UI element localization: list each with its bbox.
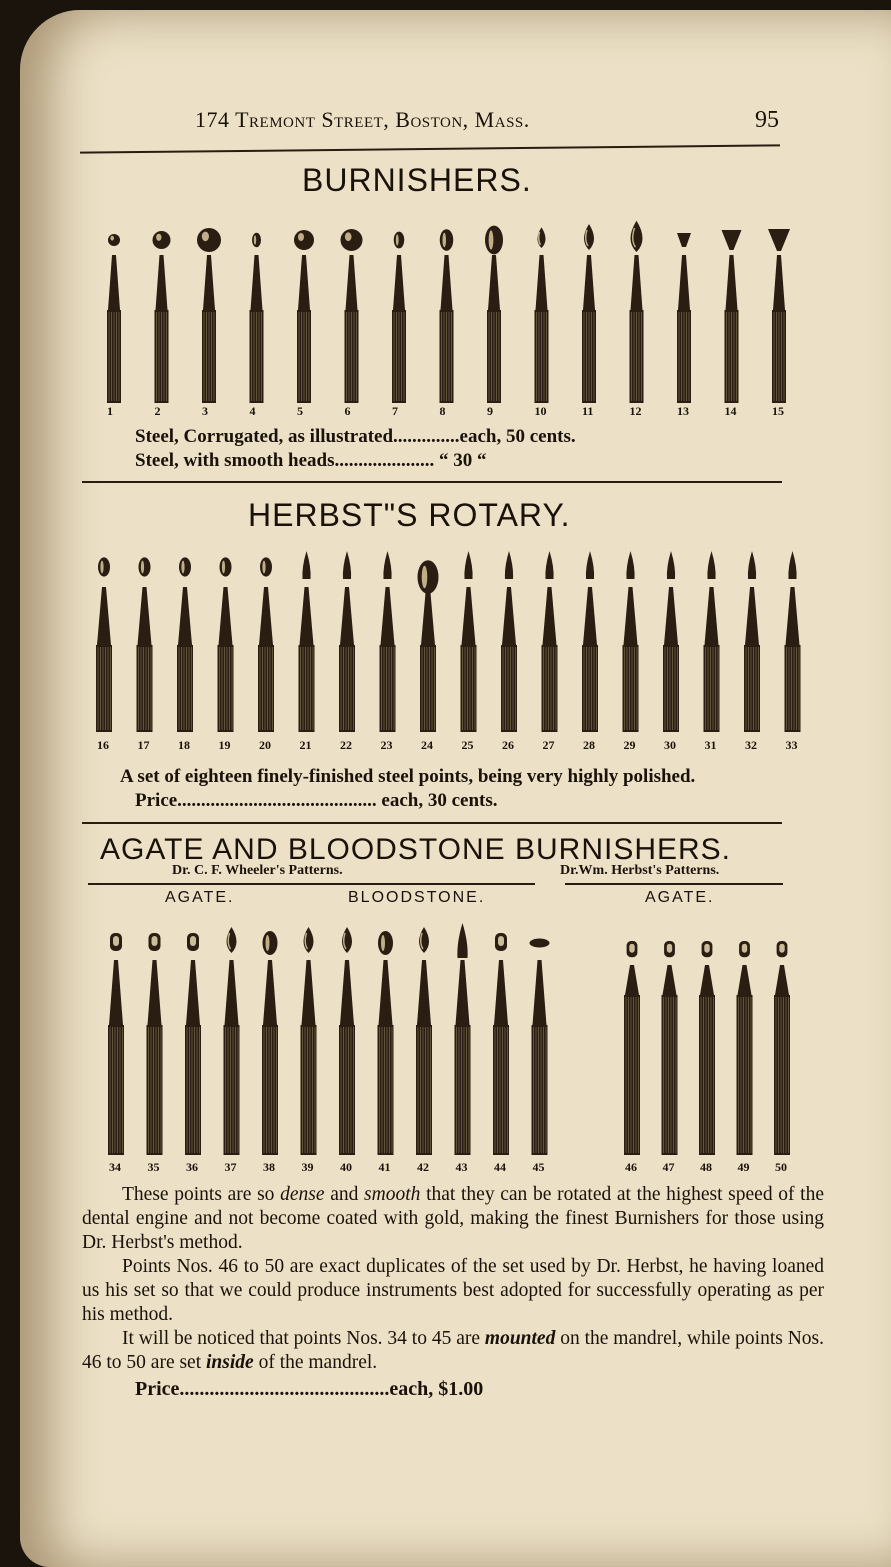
rotary-point-illustrations xyxy=(72,537,812,732)
item-number: 47 xyxy=(662,1160,675,1174)
item-number: 46 xyxy=(625,1160,637,1174)
bloodstone-label: BLOODSTONE. xyxy=(348,889,486,906)
emphasis-smooth: smooth xyxy=(364,1184,421,1205)
item-number: 18 xyxy=(178,738,190,752)
instrument xyxy=(623,551,639,732)
paragraph-3 xyxy=(82,1327,824,1375)
instrument xyxy=(785,551,801,732)
instrument xyxy=(299,551,315,732)
item-number: 24 xyxy=(421,738,433,752)
instrument xyxy=(630,221,644,403)
catalog-page xyxy=(20,10,891,1567)
instrument xyxy=(177,557,193,732)
item-number: 16 xyxy=(97,738,109,752)
instrument xyxy=(440,229,454,403)
p3-text-a: It will be noticed that points Nos. 34 to 45 are xyxy=(122,1328,485,1349)
instrument xyxy=(107,234,121,403)
instrument xyxy=(530,939,550,1156)
instrument xyxy=(185,933,201,1155)
item-number: 9 xyxy=(487,404,493,418)
item-number: 43 xyxy=(455,1160,468,1174)
item-number: 4 xyxy=(249,404,256,418)
rotary-price: Price.......................................... each, 30 cents. xyxy=(135,790,498,811)
instrument xyxy=(294,230,314,403)
item-number: 7 xyxy=(392,404,398,418)
instrument xyxy=(301,927,317,1155)
item-number: 12 xyxy=(629,404,642,418)
item-number: 1 xyxy=(107,404,113,418)
paragraph-2: Points Nos. 46 to 50 are exact duplicates of the set used by Dr. Herbst, he having loaned us his set so that we could produce instruments best adopted for successfully operating as per his method. xyxy=(82,1256,824,1325)
item-number: 32 xyxy=(745,738,757,752)
instrument xyxy=(258,557,274,732)
p3-text-b: on the mandrel, while points Nos. 46 to 50 are set xyxy=(82,1328,824,1373)
instrument xyxy=(774,941,790,1155)
instrument xyxy=(582,224,596,403)
instrument xyxy=(501,551,517,732)
item-number: 34 xyxy=(109,1160,121,1174)
instrument xyxy=(677,233,691,403)
p3-text-c: of the mandrel. xyxy=(253,1352,378,1373)
instrument xyxy=(250,233,264,403)
instrument xyxy=(147,933,163,1155)
item-number: 23 xyxy=(380,738,393,752)
burnishers-smooth-price: Steel, with smooth heads..................... “ 30 “ xyxy=(135,450,487,471)
instrument xyxy=(378,931,394,1155)
instrument xyxy=(768,229,790,403)
agate-bloodstone-illustrations xyxy=(72,915,812,1155)
instrument xyxy=(744,551,760,732)
wheeler-patterns-label: Dr. C. F. Wheeler's Patterns. xyxy=(172,863,343,878)
item-number: 37 xyxy=(224,1160,237,1174)
instrument xyxy=(339,927,355,1155)
instrument xyxy=(392,232,406,403)
item-number: 13 xyxy=(677,404,689,418)
item-number: 35 xyxy=(147,1160,160,1174)
item-number: 3 xyxy=(202,404,208,418)
item-number: 33 xyxy=(785,738,798,752)
p1-text-b: and xyxy=(324,1184,365,1205)
instrument xyxy=(455,923,471,1155)
herbst-brace xyxy=(565,883,783,885)
burnishers-corrugated-price: Steel, Corrugated, as illustrated..............each, 50 cents. xyxy=(135,426,576,447)
instrument xyxy=(722,230,742,403)
emphasis-dense: dense xyxy=(280,1184,325,1205)
item-number: 42 xyxy=(417,1160,429,1174)
emphasis-mounted: mounted xyxy=(484,1328,556,1349)
page-number: 95 xyxy=(755,107,779,133)
item-number: 14 xyxy=(724,404,737,418)
p1-text-a: These points are so xyxy=(122,1184,281,1205)
rotary-description: A set of eighteen finely-finished steel points, being very highly polished. xyxy=(120,766,696,787)
item-number: 50 xyxy=(775,1160,787,1174)
rotary-title: HERBST"S ROTARY. xyxy=(248,497,571,533)
instrument xyxy=(224,927,240,1155)
paragraph-1 xyxy=(82,1183,824,1255)
item-number: 28 xyxy=(583,738,595,752)
item-number: 48 xyxy=(700,1160,712,1174)
burnisher-illustrations xyxy=(82,215,802,405)
agate-label: AGATE. xyxy=(165,889,235,906)
item-number: 29 xyxy=(623,738,636,752)
instrument xyxy=(218,557,234,732)
instrument xyxy=(153,231,171,403)
item-number: 40 xyxy=(340,1160,352,1174)
instrument xyxy=(704,551,720,732)
item-number: 31 xyxy=(704,738,717,752)
item-number: 10 xyxy=(534,404,547,418)
p1-text-c: that they can be rotated at the highest speed of the dental engine and not become coated with gold, making the finest Burnishers for those using Dr. Herbst's method. xyxy=(82,1184,824,1253)
item-number: 44 xyxy=(494,1160,506,1174)
item-number: 27 xyxy=(542,738,555,752)
item-number: 19 xyxy=(218,738,231,752)
item-number: 8 xyxy=(439,404,446,418)
item-number: 39 xyxy=(301,1160,314,1174)
item-number: 26 xyxy=(502,738,514,752)
item-number: 22 xyxy=(340,738,352,752)
item-number: 41 xyxy=(378,1160,391,1174)
item-number: 38 xyxy=(263,1160,275,1174)
herbst-patterns-label: Dr.Wm. Herbst's Patterns. xyxy=(560,863,720,878)
instrument xyxy=(485,226,503,403)
item-number: 2 xyxy=(154,404,161,418)
instrument xyxy=(624,941,640,1155)
instrument xyxy=(137,557,153,732)
agate-title: AGATE AND BLOODSTONE BURNISHERS. xyxy=(100,833,732,866)
instrument xyxy=(535,227,549,403)
item-number: 21 xyxy=(299,738,312,752)
item-number: 20 xyxy=(259,738,271,752)
item-number: 36 xyxy=(186,1160,198,1174)
instrument xyxy=(663,551,679,732)
section-rule-1 xyxy=(82,481,782,483)
item-number: 6 xyxy=(344,404,351,418)
agate-herbst-label: AGATE. xyxy=(645,889,715,906)
body-text xyxy=(82,1183,824,1375)
instrument xyxy=(418,560,439,732)
wheeler-brace xyxy=(88,883,535,885)
instrument xyxy=(416,927,432,1155)
header-rule xyxy=(80,144,780,153)
item-number: 49 xyxy=(737,1160,750,1174)
instrument xyxy=(262,931,278,1155)
section-rule-2 xyxy=(82,822,782,824)
instrument xyxy=(737,941,753,1155)
instrument xyxy=(493,933,509,1155)
burnishers-title: BURNISHERS. xyxy=(302,162,532,198)
instrument xyxy=(461,551,477,732)
instrument xyxy=(197,228,221,403)
item-number: 17 xyxy=(137,738,150,752)
item-number: 11 xyxy=(582,404,594,418)
instrument xyxy=(380,551,396,732)
instrument xyxy=(339,551,355,732)
instrument xyxy=(96,557,112,732)
instrument xyxy=(582,551,598,732)
instrument xyxy=(699,941,715,1155)
agate-price: Price..........................................each, $1.00 xyxy=(135,1378,484,1400)
instrument xyxy=(108,933,124,1155)
emphasis-inside: inside xyxy=(206,1352,254,1373)
item-number: 30 xyxy=(664,738,676,752)
item-number: 25 xyxy=(461,738,474,752)
instrument xyxy=(542,551,558,732)
instrument xyxy=(341,229,363,403)
item-number: 45 xyxy=(532,1160,545,1174)
item-number: 15 xyxy=(772,404,784,418)
item-number: 5 xyxy=(297,404,303,418)
instrument xyxy=(662,941,678,1155)
running-head: 174 Tremont Street, Boston, Mass. xyxy=(195,107,530,132)
